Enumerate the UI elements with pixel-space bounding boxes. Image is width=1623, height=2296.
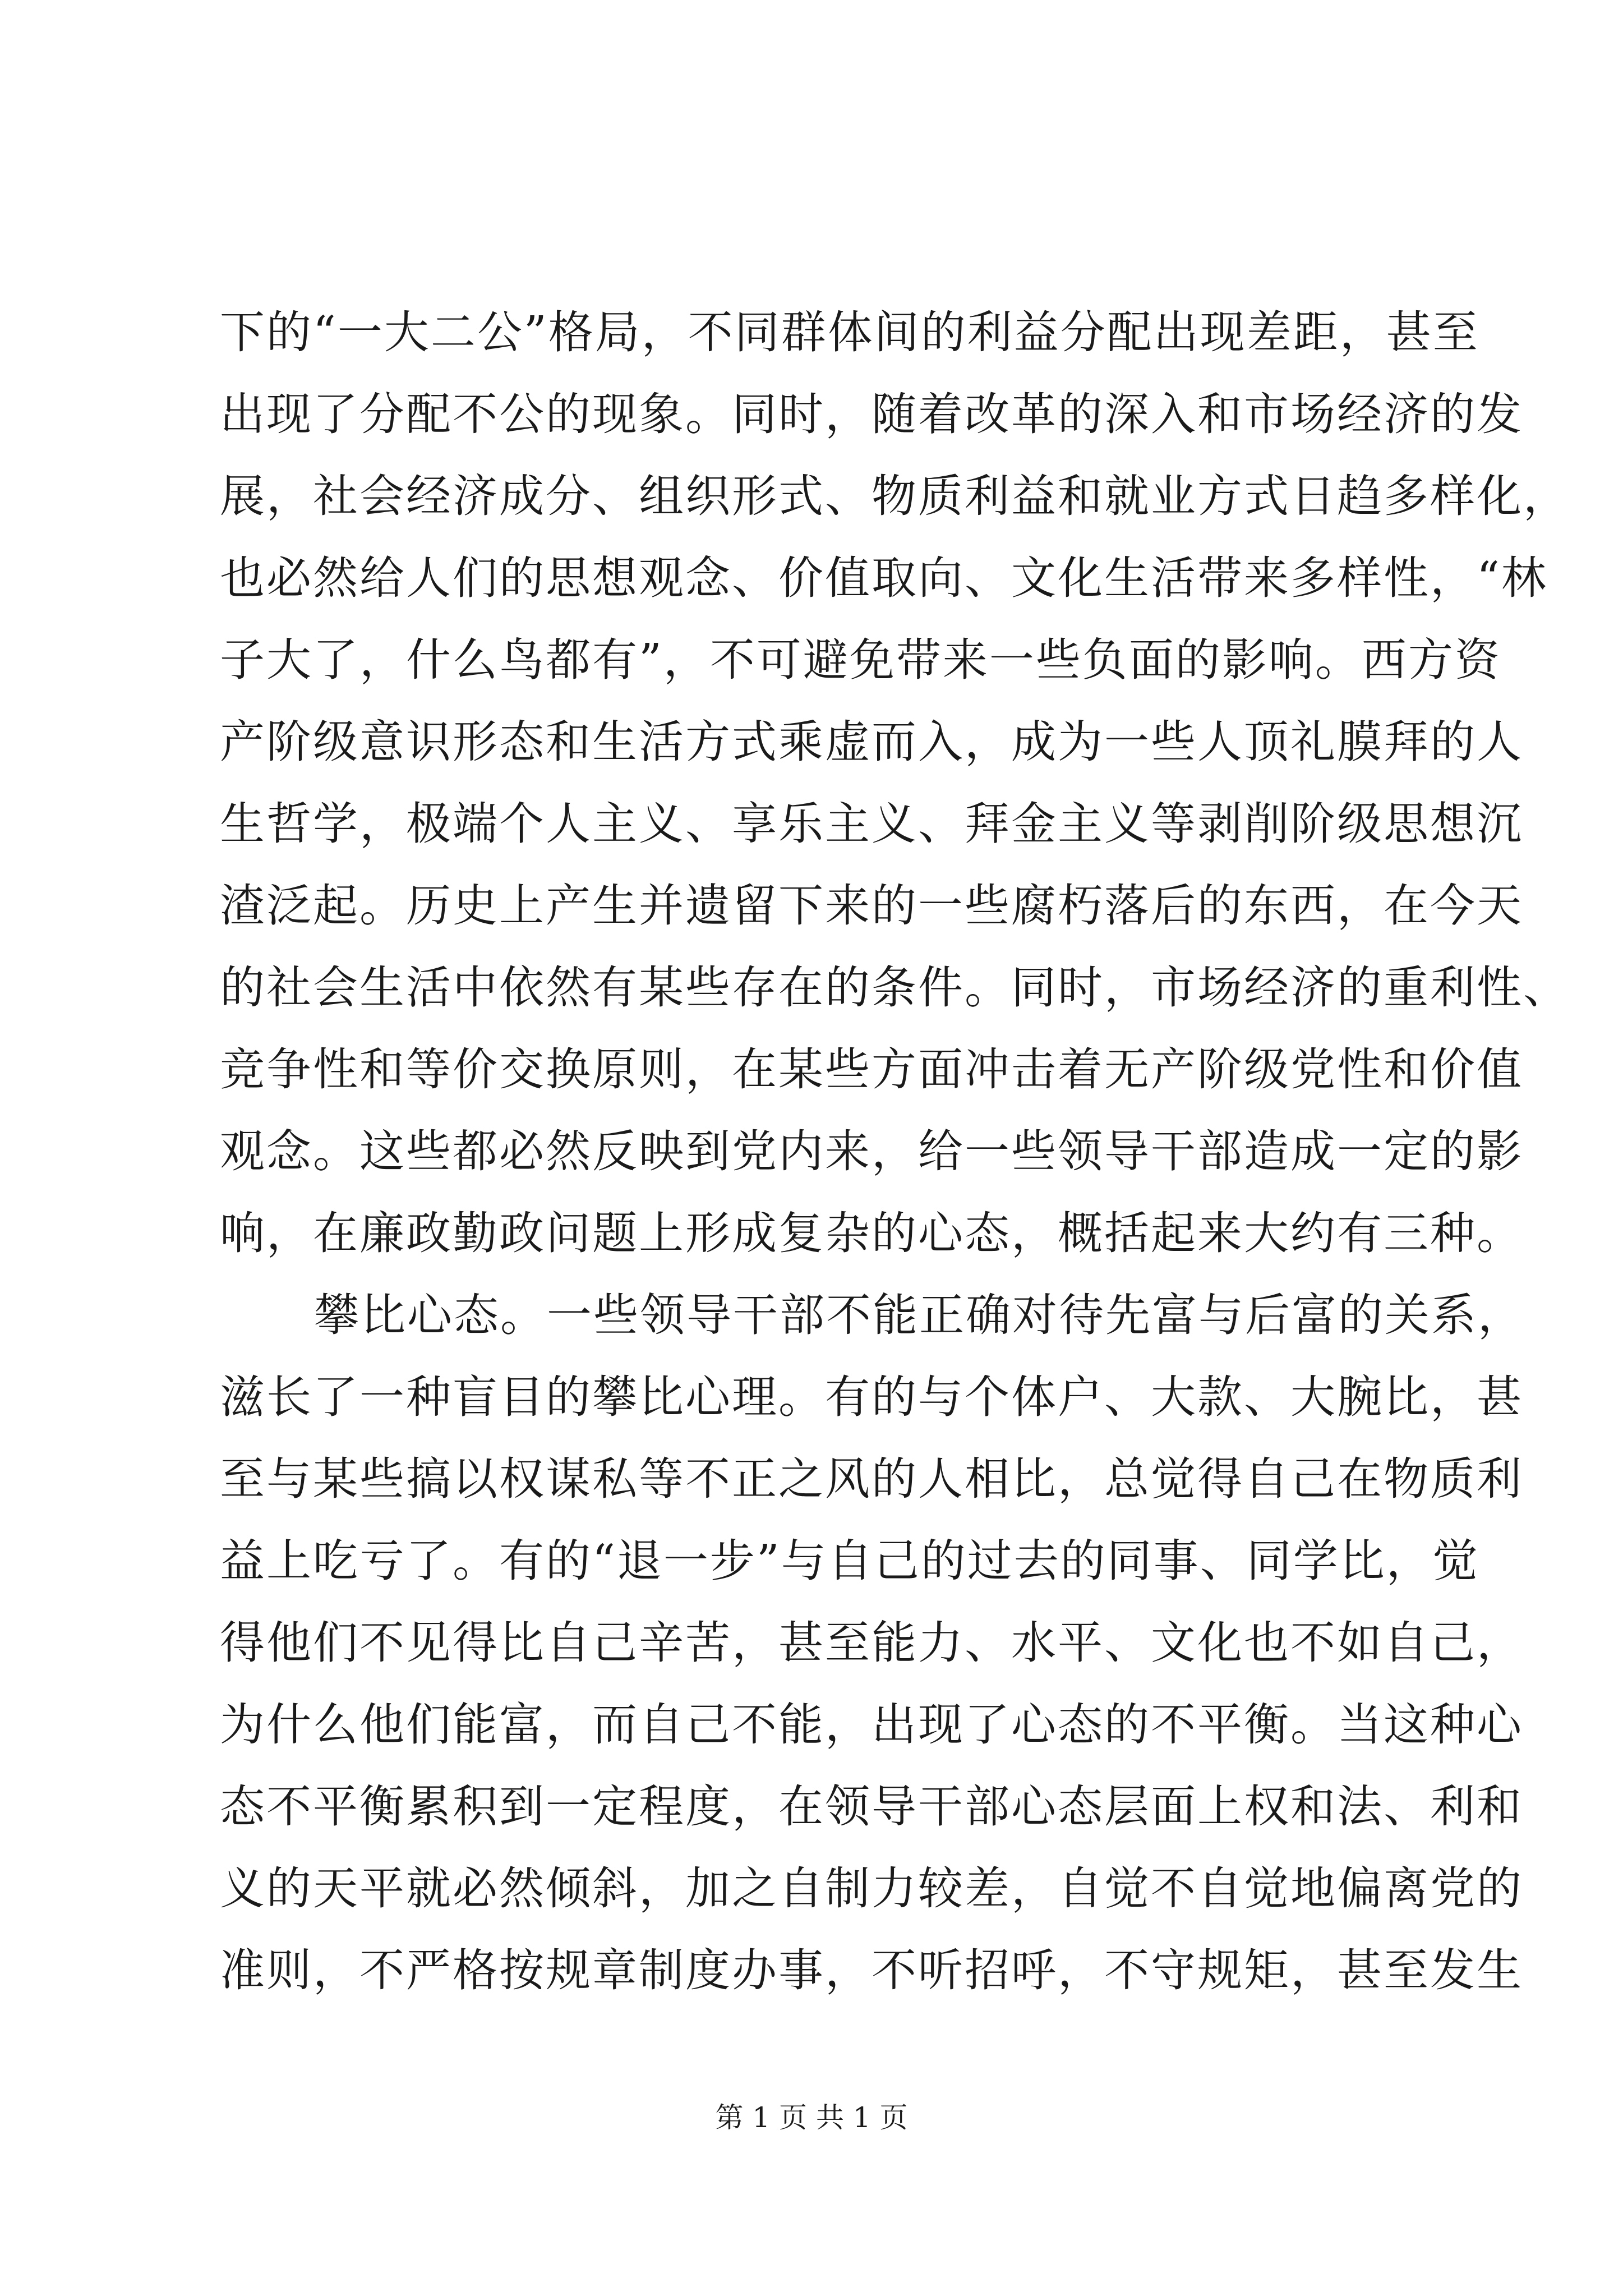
text-line: 义的天平就必然倾斜，加之自制力较差，自觉不自觉地偏离党的 xyxy=(220,1862,1523,1915)
text-line: 也必然给人们的思想观念、价值取向、文化生活带来多样性，“林 xyxy=(220,552,1548,604)
text-line: 得他们不见得比自己辛苦，甚至能力、水平、文化也不如自己， xyxy=(220,1617,1523,1669)
text-line: 生哲学，极端个人主义、享乐主义、拜金主义等剥削阶级思想沉 xyxy=(220,798,1523,850)
text-line: 出现了分配不公的现象。同时，随着改革的深入和市场经济的发 xyxy=(220,388,1523,440)
text-line: 响，在廉政勤政问题上形成复杂的心态，概括起来大约有三种。 xyxy=(220,1207,1523,1259)
text-line: 观念。这些都必然反映到党内来，给一些领导干部造成一定的影 xyxy=(220,1125,1523,1177)
page-number-footer: 第 1 页 共 1 页 xyxy=(715,2101,908,2134)
text-line: 态不平衡累积到一定程度，在领导干部心态层面上权和法、利和 xyxy=(220,1780,1523,1833)
text-line: 滋长了一种盲目的攀比心理。有的与个体户、大款、大腕比，甚 xyxy=(220,1371,1523,1423)
text-line: 准则，不严格按规章制度办事，不听招呼，不守规矩，甚至发生 xyxy=(220,1944,1523,1996)
text-line: 渣泛起。历史上产生并遗留下来的一些腐朽落后的东西，在今天 xyxy=(220,880,1523,932)
text-line: 益上吃亏了。有的“退一步”与自己的过去的同事、同学比，觉 xyxy=(220,1535,1479,1587)
text-line: 下的“一大二公”格局，不同群体间的利益分配出现差距，甚至 xyxy=(220,306,1479,358)
text-line: 为什么他们能富，而自己不能，出现了心态的不平衡。当这种心 xyxy=(220,1699,1523,1751)
text-line: 竞争性和等价交换原则，在某些方面冲击着无产阶级党性和价值 xyxy=(220,1043,1523,1096)
paragraph-first-line: 攀比心态。一些领导干部不能正确对待先富与后富的关系， xyxy=(314,1289,1524,1341)
text-line: 产阶级意识形态和生活方式乘虚而入，成为一些人顶礼膜拜的人 xyxy=(220,716,1523,768)
text-line: 子大了，什么鸟都有”，不可避免带来一些负面的影响。西方资 xyxy=(220,634,1501,686)
document-body xyxy=(220,292,1570,2012)
text-line: 展，社会经济成分、组织形式、物质利益和就业方式日趋多样化， xyxy=(220,470,1570,522)
text-line: 至与某些搞以权谋私等不正之风的人相比，总觉得自己在物质利 xyxy=(220,1453,1523,1505)
text-line: 的社会生活中依然有某些存在的条件。同时，市场经济的重利性、 xyxy=(220,961,1570,1014)
